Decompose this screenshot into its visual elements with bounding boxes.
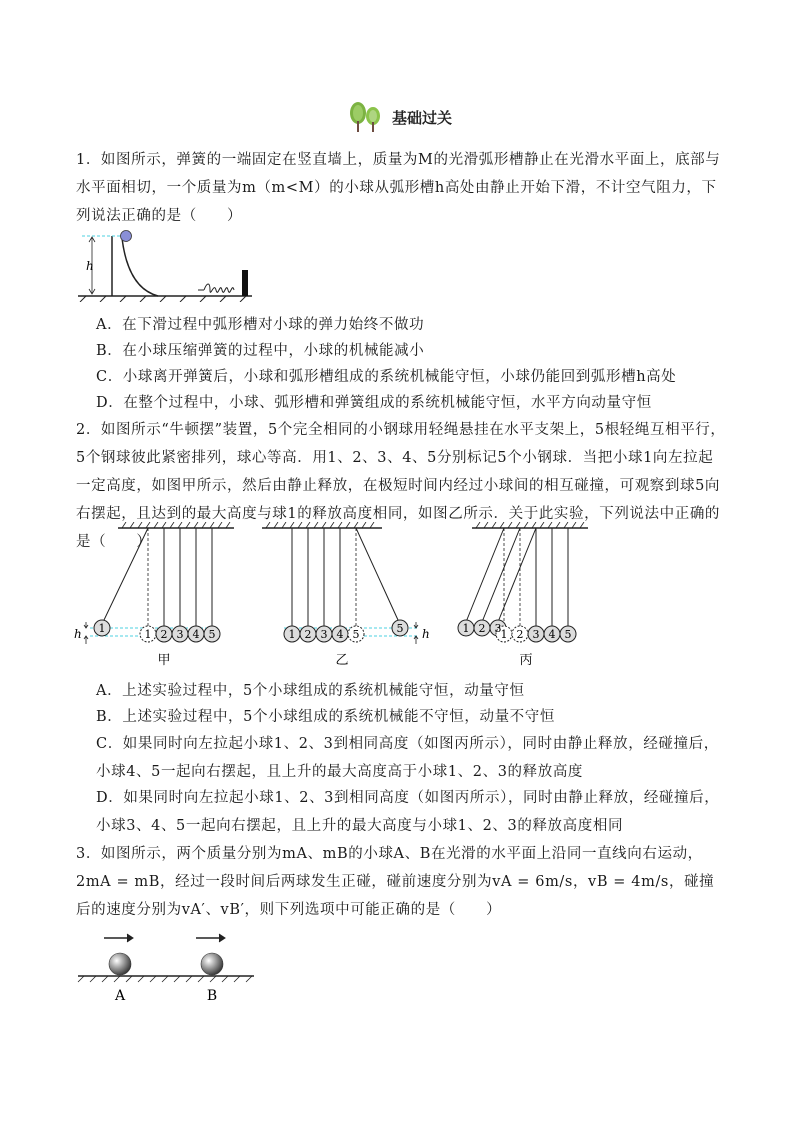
- q1-option-b[interactable]: B．在小球压缩弹簧的过程中，小球的机械能减小: [96, 343, 425, 359]
- svg-text:3: 3: [494, 622, 502, 635]
- svg-text:2: 2: [160, 628, 168, 641]
- question-1-stem: 1．如图所示，弹簧的一端固定在竖直墙上，质量为M的光滑弧形槽静止在光滑水平面上，底部与水平面相切，一个质量为m（m<M）的小球从弧形槽h高处由静止开始下滑，不计空气阻力，下列说法正确的是（ ）: [76, 152, 721, 224]
- svg-text:1: 1: [500, 628, 508, 641]
- q2-figure-yi: [258, 522, 438, 672]
- svg-text:4: 4: [336, 628, 344, 641]
- svg-text:1: 1: [98, 622, 106, 635]
- svg-text:5: 5: [564, 628, 572, 641]
- q1-figure: [76, 226, 256, 302]
- q1-option-d[interactable]: D．在整个过程中，小球、弧形槽和弹簧组成的系统机械能守恒，水平方向动量守恒: [96, 395, 652, 411]
- q1-h-label: h: [86, 259, 94, 273]
- q1-option-a[interactable]: A．在下滑过程中弧形槽对小球的弹力始终不做功: [96, 317, 425, 333]
- q1-option-c[interactable]: C．小球离开弹簧后，小球和弧形槽组成的系统机械能守恒，小球仍能回到弧形槽h高处: [96, 369, 677, 385]
- caption-bing: 丙: [519, 653, 533, 668]
- section-header: [334, 100, 464, 134]
- q2-option-c[interactable]: C．如果同时向左拉起小球1、2、3到相同高度（如图丙所示），同时由静止释放，经碰撞后，小球4、5一起向右摆起，且上升的最大高度高于小球1、2、3的释放高度: [96, 736, 719, 780]
- svg-text:3: 3: [176, 628, 184, 641]
- svg-text:h: h: [422, 627, 430, 641]
- question-2-stem: 2．如图所示“牛顿摆”装置，5个完全相同的小钢球用轻绳悬挂在水平支架上，5根轻绳互相平行，5个钢球彼此紧密排列，球心等高．用1、2、3、4、5分别标记5个小钢球．当把小球1向左拉起一定高度，如图甲所示，然后由静止释放，在极短时间内经过小球间的相互碰撞，可观察到球5向右摆起，且达到的最大高度与球1的释放高度相同，如图乙所示．关于此实验，下列说法中正确的是（ ）: [76, 422, 726, 550]
- svg-text:2: 2: [478, 622, 486, 635]
- svg-text:4: 4: [548, 628, 556, 641]
- q2-figure-jia: [68, 522, 248, 672]
- q2-option-a[interactable]: A．上述实验过程中，5个小球组成的系统机械能守恒，动量守恒: [96, 683, 525, 699]
- svg-text:5: 5: [396, 622, 404, 635]
- section-title: 基础过关: [391, 108, 452, 127]
- caption-yi: 乙: [335, 653, 349, 668]
- q2-figure-bing: [452, 522, 592, 672]
- q2-option-d[interactable]: D．如果同时向左拉起小球1、2、3到相同高度（如图丙所示），同时由静止释放，经碰撞后，小球3、4、5一起向右摆起，且上升的最大高度与小球1、2、3的释放高度相同: [96, 790, 720, 834]
- svg-text:1: 1: [462, 622, 470, 635]
- svg-text:3: 3: [532, 628, 540, 641]
- question-3-stem: 3．如图所示，两个质量分别为mA、mB的小球A、B在光滑的水平面上沿同一直线向右运动，2mA = mB，经过一段时间后两球发生正碰，碰前速度分别为vA = 6m/s，vB = 4m/s，碰撞后的速度分别为vA′、vB′，则下列选项中可能正确的是（ ）: [76, 846, 715, 918]
- svg-text:2: 2: [304, 628, 312, 641]
- q3-figure: [76, 930, 266, 1006]
- svg-text:3: 3: [320, 628, 328, 641]
- svg-text:1: 1: [144, 628, 152, 641]
- caption-jia: 甲: [157, 653, 171, 668]
- q2-option-b[interactable]: B．上述实验过程中，5个小球组成的系统机械能不守恒，动量不守恒: [96, 709, 555, 725]
- svg-text:1: 1: [288, 628, 296, 641]
- trees-icon: [346, 101, 386, 133]
- svg-text:h: h: [74, 627, 82, 641]
- label-a: A: [114, 988, 126, 1004]
- svg-text:5: 5: [352, 628, 360, 641]
- label-b: B: [206, 988, 218, 1004]
- svg-text:4: 4: [192, 628, 200, 641]
- svg-text:5: 5: [208, 628, 216, 641]
- svg-text:2: 2: [516, 628, 524, 641]
